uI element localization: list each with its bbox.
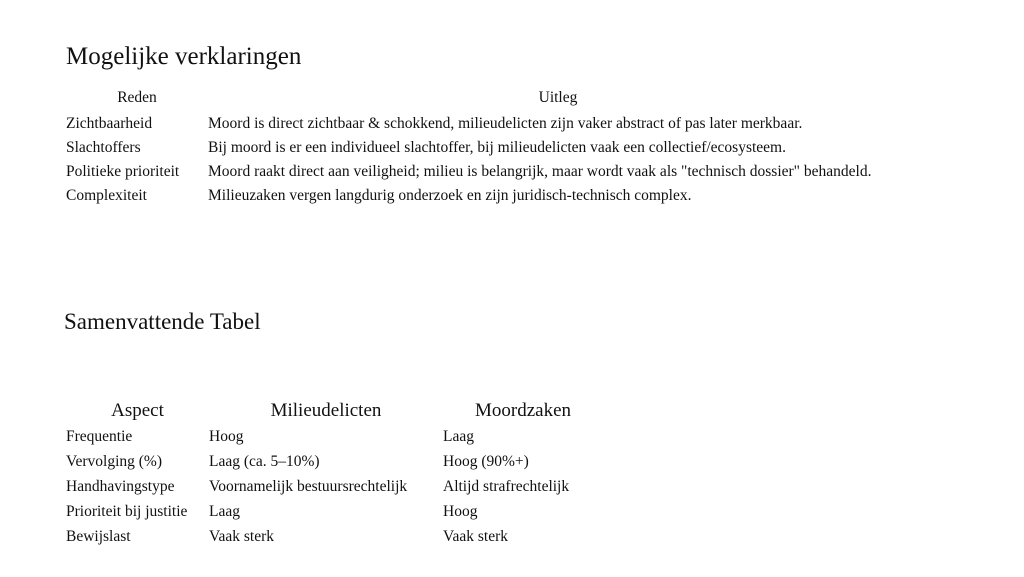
- column-header-aspect: Aspect: [111, 400, 164, 421]
- section-title-explanations: Mogelijke verklaringen: [66, 43, 302, 70]
- cell-milieudelicten: Hoog: [209, 428, 244, 445]
- cell-milieudelicten: Vaak sterk: [209, 528, 274, 545]
- cell-uitleg: Milieuzaken vergen langdurig onderzoek en zijn juridisch-technisch complex.: [208, 187, 692, 204]
- table-row: [66, 424, 603, 449]
- cell-moordzaken: Altijd strafrechtelijk: [443, 478, 570, 495]
- column-header-moordzaken: Moordzaken: [474, 400, 572, 421]
- cell-reden: Complexiteit: [66, 187, 147, 204]
- cell-milieudelicten: Laag: [209, 503, 240, 520]
- table-header-row: [66, 88, 908, 112]
- cell-uitleg: Bij moord is er een individueel slachtoffer, bij milieudelicten vaak een collectief/ecosysteem.: [208, 139, 786, 156]
- cell-moordzaken: Laag: [443, 428, 474, 445]
- cell-aspect: Frequentie: [66, 428, 133, 445]
- cell-reden: Politieke prioriteit: [66, 163, 180, 180]
- cell-milieudelicten: Voornamelijk bestuursrechtelijk: [209, 478, 408, 495]
- cell-milieudelicten: Laag (ca. 5–10%): [209, 453, 320, 470]
- table-row: [66, 112, 908, 136]
- column-header-reden: Reden: [117, 89, 157, 106]
- table-row: [66, 499, 603, 524]
- cell-reden: Slachtoffers: [66, 139, 141, 156]
- cell-uitleg: Moord is direct zichtbaar & schokkend, milieudelicten zijn vaker abstract of pas later merkbaar.: [208, 115, 803, 132]
- section-title-summary: Samenvattende Tabel: [64, 309, 261, 334]
- table-header-row: [66, 399, 603, 424]
- table-row: [66, 160, 908, 184]
- cell-uitleg: Moord raakt direct aan veiligheid; milieu is belangrijk, maar wordt vaak als "technisch dossier" behandeld.: [208, 163, 872, 180]
- table-row: [66, 524, 603, 549]
- cell-moordzaken: Hoog: [443, 503, 478, 520]
- cell-moordzaken: Vaak sterk: [443, 528, 508, 545]
- cell-aspect: Prioriteit bij justitie: [66, 503, 188, 520]
- cell-aspect: Handhavingstype: [66, 478, 175, 495]
- cell-moordzaken: Hoog (90%+): [443, 453, 529, 470]
- cell-aspect: Vervolging (%): [66, 453, 162, 470]
- table-row: [66, 184, 908, 208]
- column-header-milieudelicten: Milieudelicten: [270, 400, 382, 421]
- table-row: [66, 136, 908, 160]
- table-row: [66, 474, 603, 499]
- table-row: [66, 449, 603, 474]
- explanations-table: [66, 88, 908, 208]
- cell-aspect: Bewijslast: [66, 528, 131, 545]
- column-header-uitleg: Uitleg: [538, 89, 578, 106]
- cell-reden: Zichtbaarheid: [66, 115, 153, 132]
- summary-table: [66, 399, 603, 549]
